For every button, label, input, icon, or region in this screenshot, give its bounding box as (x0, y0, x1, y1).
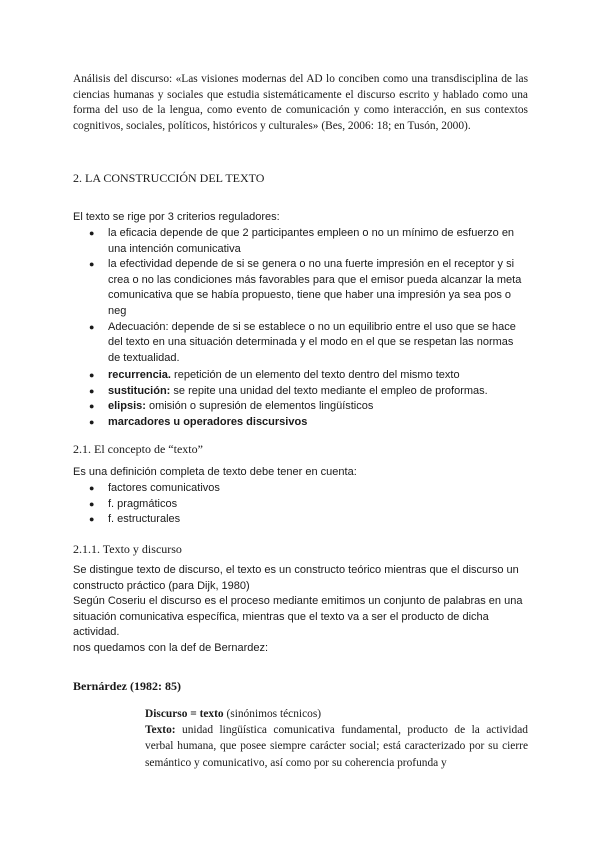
criteria-item-efectividad: ● la efectividad depende de si se genera o no una fuerte impresión en el receptor y si crea o no las condiciones más favorables para que el emisor pueda alcanzar la meta comunicativa que se había propuesto, tiene que haber una impresión ya sea pos o neg (89, 258, 522, 317)
mechanism-term: recurrencia. (108, 369, 171, 381)
mechanism-desc: omisión o supresión de elementos lingüísticos (145, 400, 374, 413)
definition-note: (sinónimos técnicos) (223, 708, 322, 720)
bullet-icon: ● (89, 416, 95, 427)
criteria-item-eficacia: ● la eficacia depende de que 2 participantes empleen o no un mínimo de esfuerzo en una intención comunicativa (89, 227, 515, 255)
mechanisms-list (73, 368, 528, 430)
bernardez-heading: Bernárdez (1982: 85) (73, 679, 181, 693)
section-2-1-1-content (73, 563, 528, 657)
section-2-1-intro: Es una definición completa de texto debe tener en cuenta: (73, 466, 357, 478)
section-2-1-title: 2.1. El concepto de “texto” (73, 442, 203, 456)
factor-item: ● factores comunicativos (73, 481, 528, 497)
paragraph: Según Coseriu el discurso es el proceso mediante emitimos un conjunto de palabras en una situación comunicativa específica, mientras que el texto va a ser el producto de dicha actividad. (73, 595, 523, 639)
bullet-icon: ● (89, 228, 95, 238)
mechanism-desc: se repite una unidad del texto mediante el empleo de proformas. (170, 384, 488, 397)
definition-term: Discurso = texto (145, 708, 224, 720)
mechanism-item (73, 368, 528, 384)
bullet-icon: ● (89, 401, 95, 412)
factor-item: ● f. estructurales (73, 512, 528, 528)
mechanism-item (73, 415, 528, 431)
definition-block (145, 706, 528, 771)
intro-paragraph: Análisis del discurso: «Las visiones modernas del AD lo conciben como una transdisciplina de las ciencias humanas y sociales que estudia sistemáticamente el discurso escrito y hablado como una forma del uso de la lengua, como evento de comunicación y como interacción, en sus contextos cognitivos, sociales, políticos, históricos y culturales» (Bes, 2006: 18; en Tusón, 2000). (73, 73, 528, 132)
section-2-title: 2. LA CONSTRUCCIÓN DEL TEXTO (73, 171, 265, 185)
criteria-list (73, 226, 528, 366)
texto-definition-text: unidad lingüística comunicativa fundamental, producto de la actividad verbal humana, que posee siempre carácter social; está caracterizado por su cierre semántico y comunicativo, así como por su coherencia profunda y (145, 724, 528, 769)
mechanism-term: sustitución: (108, 384, 171, 397)
factors-list (73, 481, 528, 528)
bullet-icon: ● (89, 498, 95, 509)
bullet-icon: ● (89, 483, 95, 493)
texto-definition (145, 722, 528, 771)
bullet-icon: ● (89, 321, 95, 332)
mechanism-desc: repetición de un elemento del texto dentro del mismo texto (170, 369, 460, 381)
paragraph: Se distingue texto de discurso, el texto es un constructo teórico mientras que el discurso un constructo práctico (para Dijk, 1980) (73, 564, 519, 592)
bullet-icon: ● (89, 259, 95, 270)
mechanism-term: marcadores u operadores discursivos (108, 415, 308, 428)
definition-title (145, 706, 528, 722)
mechanism-item (73, 399, 528, 415)
criteria-intro: El texto se rige por 3 criterios reguladores: (73, 211, 280, 223)
bullet-icon: ● (89, 385, 95, 396)
criteria-item-adecuacion: ● Adecuación: depende de si se establece o no un equilibrio entre el uso que se hace del texto en una situación determinada y el modo en el que se respetan las normas de textualidad. (89, 320, 516, 364)
factor-item: ● f. pragmáticos (73, 497, 528, 513)
bullet-icon: ● (89, 514, 95, 525)
texto-label: Texto: (145, 724, 176, 737)
paragraph: nos quedamos con la def de Bernardez: (73, 641, 269, 654)
section-2-1-1-title: 2.1.1. Texto y discurso (73, 542, 182, 556)
mechanism-item (73, 384, 528, 400)
bullet-icon: ● (89, 370, 95, 380)
mechanism-term: elipsis: (108, 400, 146, 413)
